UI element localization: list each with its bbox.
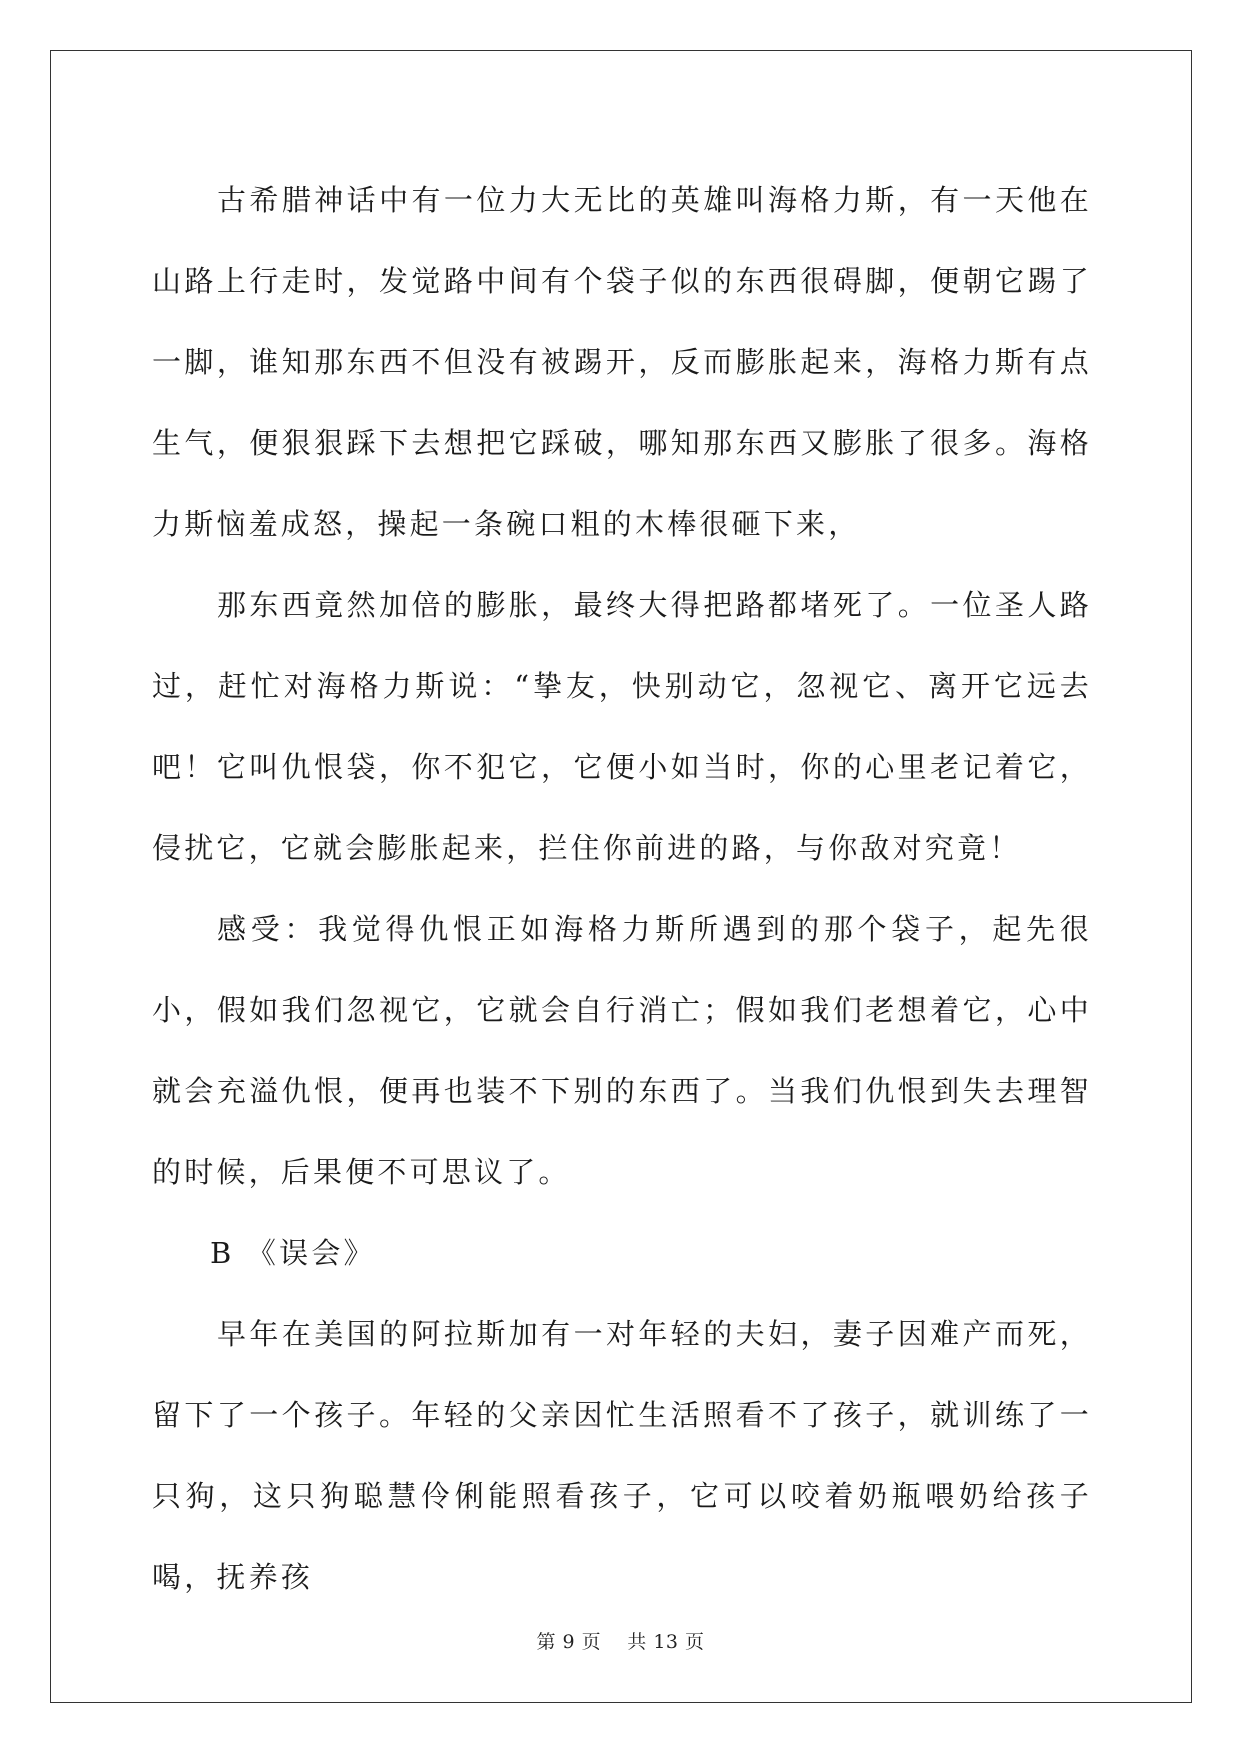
paragraph-4: 早年在美国的阿拉斯加有一对年轻的夫妇，妻子因难产而死，留下了一个孩子。年轻的父亲因忙生活照看不了孩子，就训练了一只狗，这只狗聪慧伶俐能照看孩子，它可以咬着奶瓶喂奶给孩子喝，抚养孩 <box>152 1317 1092 1594</box>
paragraph-2: 那东西竟然加倍的膨胀，最终大得把路都堵死了。一位圣人路过，赶忙对海格力斯说：“挚友，快别动它，忽视它、离开它远去吧！它叫仇恨袋，你不犯它，它便小如当时，你的心里老记着它，侵扰它，它就会膨胀起来，拦住你前进的路，与你敌对究竟！ <box>152 588 1092 865</box>
page-number: 第 9 页 <box>536 1631 602 1653</box>
page-footer <box>0 1627 1241 1654</box>
section-heading: B 《误会》 <box>210 1236 376 1270</box>
document-body <box>152 160 1092 1618</box>
paragraph-3: 感受：我觉得仇恨正如海格力斯所遇到的那个袋子，起先很小，假如我们忽视它，它就会自行消亡；假如我们老想着它，心中就会充溢仇恨，便再也装不下别的东西了。当我们仇恨到失去理智的时候，后果便不可思议了。 <box>152 912 1092 1189</box>
paragraph-1: 古希腊神话中有一位力大无比的英雄叫海格力斯，有一天他在山路上行走时，发觉路中间有个袋子似的东西很碍脚，便朝它踢了一脚，谁知那东西不但没有被踢开，反而膨胀起来，海格力斯有点生气，便狠狠踩下去想把它踩破，哪知那东西又膨胀了很多。海格力斯恼羞成怒，操起一条碗口粗的木棒很砸下来， <box>152 183 1092 541</box>
page-total: 共 13 页 <box>627 1631 705 1653</box>
